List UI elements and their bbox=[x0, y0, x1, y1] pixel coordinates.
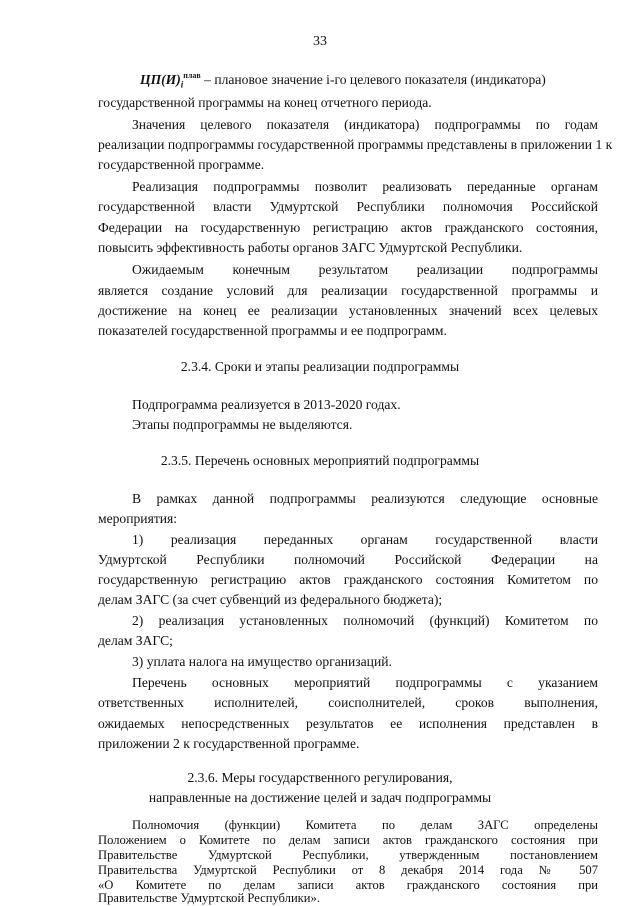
document-page: 33 $ЦП(И)_i^{плав}$ – плановое значение i-го целевого показателя (индикатора) государственной программы на конец отчетного периода. Значения целевого показателя (индикатора) подпрограммы по годам реализации подпрограммы государственной программы представлены в приложении 1 к государственной программе. Реализация подпрограммы позволит реализовать переданные органам государственной власти Удмуртской Республики полномочия Российской Федерации на государственную регистрацию актов гражданского состояния, повысить эффективность работы органов ЗАГС Удмуртской Республики. Ожидаемым конечным результатом реализации подпрограммы является создание условий для реализации государственной программы и достижение на конец ее реализации установленных значений всех целевых показателей государственной программы и ее подпрограмм. 2.3.4. Сроки и этапы реализации подпрограммы Подпрограмма реализуется в 2013-2020 годах. Этапы подпрограммы не выделяются. 2.3.5. Перечень основных мероприятий подпрограммы В рамках данной подпрограммы реализуются следующие основные мероприятия: 1) реализация переданных органам государственной власти Удмуртской Республики полномочий Российской Федерации на государственную регистрацию актов гражданского состояния Комитетом по делам ЗАГС (за счет субвенций из федерального бюджета); 2) реализация установленных полномочий (функций) Комитетом по делам ЗАГС; 3) уплата налога на имущество организаций. Перечень основных мероприятий подпрограммы с указанием ответственных исполнителей, соисполнителей, сроков выполнения, ожидаемых непосредственных результатов ее исполнения представлен в приложении 2 к государственной программе. 2.3.6. Меры государственного регулирования, направленные на достижение целей и задач подпрограммы Полномочия (функции) Комитета по делам ЗАГС определены Положением о Комитете по делам записи актов гражданского состояния при Правительстве Удмуртской Республики, утвержденным постановлением Правительства Удмуртской Республики от 8 декабря 2014 года № 507 «О Комитете по делам записи актов гражданского состояния при Правительстве Удмуртской Республики». bbox=[0, 0, 640, 905]
paragraph-powers-line: Правительстве Удмуртской Республики, утвержденным постановлением bbox=[98, 848, 598, 862]
section-heading-2-3-6-line-1: 2.3.6. Меры государственного регулирования, bbox=[187, 770, 453, 785]
formula-line bbox=[140, 71, 598, 90]
section-heading-2-3-4: 2.3.4. Сроки и этапы реализации подпрограммы bbox=[180, 359, 460, 374]
formula-line-2: государственной программы на конец отчетного периода. bbox=[98, 95, 432, 110]
page-number: 33 bbox=[313, 34, 327, 49]
paragraph-powers-line: «О Комитете по делам записи актов гражданского состояния при bbox=[98, 878, 598, 892]
formula-description: – плановое значение i-го целевого показателя (индикатора) bbox=[200, 72, 546, 87]
paragraph-powers-line: Правительства Удмуртской Республики от 8 декабря 2014 года № 507 bbox=[98, 863, 598, 877]
section-heading-2-3-5: 2.3.5. Перечень основных мероприятий подпрограммы bbox=[160, 453, 480, 468]
formula-symbol: $ЦП(И)_i^{плав}$ bbox=[140, 71, 201, 90]
section-heading-2-3-6-line-2: направленные на достижение целей и задач подпрограммы bbox=[148, 790, 492, 805]
paragraph-powers-line: Правительстве Удмуртской Республики». bbox=[98, 891, 320, 905]
